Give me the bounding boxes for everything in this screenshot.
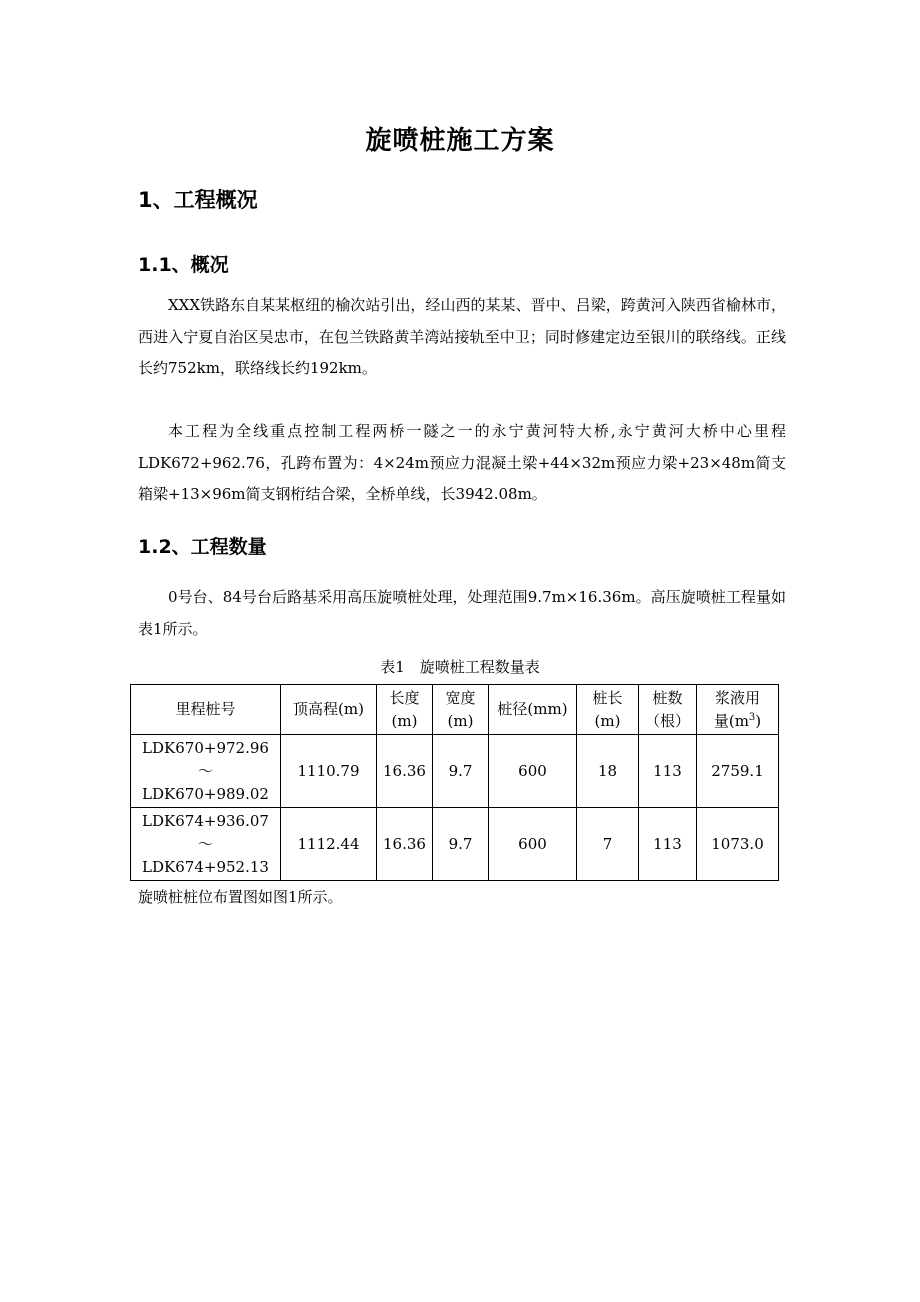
header-width	[433, 685, 489, 735]
header-station: 里程桩号	[131, 685, 281, 735]
section-heading-1-2: 1.2、工程数量	[138, 536, 267, 558]
header-grout	[697, 685, 779, 735]
header-diameter: 桩径(mm)	[489, 685, 577, 735]
cell-diameter: 600	[489, 735, 577, 808]
cell-width: 9.7	[433, 735, 489, 808]
header-width-label: 宽度	[445, 688, 476, 707]
cell-width: 9.7	[433, 808, 489, 881]
header-pile-length	[577, 685, 639, 735]
cell-length: 16.36	[377, 735, 433, 808]
header-pile-length-label: 桩长	[592, 688, 623, 707]
station-to: LDK670+989.02	[142, 784, 269, 803]
cell-elevation: 1112.44	[281, 808, 377, 881]
cell-station	[131, 735, 281, 808]
figure-reference-note: 旋喷桩桩位布置图如图1所示。	[138, 888, 343, 906]
header-grout-label: 浆液用	[714, 688, 760, 707]
paragraph-quantity: 0号台、84号台后路基采用高压旋喷桩处理，处理范围9.7m×16.36m。高压旋喷桩工程量如表1所示。	[138, 588, 786, 638]
table-caption: 表1 旋喷桩工程数量表	[380, 658, 540, 676]
cell-count: 113	[639, 808, 697, 881]
station-tilde: ～	[197, 834, 213, 853]
table-header-row	[131, 685, 779, 735]
header-count-label: 桩数	[652, 688, 683, 707]
header-length-unit: (m)	[391, 711, 418, 730]
header-grout-unit: 量(m	[713, 711, 749, 730]
header-width-unit: (m)	[447, 711, 474, 730]
section-heading-1-1: 1.1、概况	[138, 254, 229, 276]
header-grout-unit-close: )	[755, 711, 762, 730]
cell-count: 113	[639, 735, 697, 808]
cell-station	[131, 808, 281, 881]
cell-diameter: 600	[489, 808, 577, 881]
table-row	[131, 808, 779, 881]
table-row	[131, 735, 779, 808]
cell-grout: 1073.0	[697, 808, 779, 881]
station-from: LDK670+972.96	[142, 738, 269, 757]
page-title: 旋喷桩施工方案	[365, 126, 555, 156]
header-grout-superscript: 3	[748, 711, 756, 723]
cell-elevation: 1110.79	[281, 735, 377, 808]
header-count	[639, 685, 697, 735]
header-count-unit: （根）	[644, 711, 690, 730]
section-heading-1: 1、工程概况	[138, 188, 258, 212]
station-tilde: ～	[197, 761, 213, 780]
paragraph-overview: XXX铁路东自某某枢纽的榆次站引出，经山西的某某、晋中、吕梁，跨黄河入陕西省榆林市，西进入宁夏自治区吴忠市，在包兰铁路黄羊湾站接轨至中卫；同时修建定边至银川的联络线。正线长约752km，联络线长约192km。	[138, 296, 786, 377]
cell-pile-length: 18	[577, 735, 639, 808]
cell-pile-length: 7	[577, 808, 639, 881]
cell-length: 16.36	[377, 808, 433, 881]
header-pile-length-unit: (m)	[594, 711, 621, 730]
cell-grout: 2759.1	[697, 735, 779, 808]
quantity-table	[130, 684, 779, 881]
header-length	[377, 685, 433, 735]
header-elevation: 顶高程(m)	[281, 685, 377, 735]
station-to: LDK674+952.13	[142, 857, 269, 876]
station-from: LDK674+936.07	[142, 811, 269, 830]
header-length-label: 长度	[389, 688, 420, 707]
paragraph-bridge: 本工程为全线重点控制工程两桥一隧之一的永宁黄河特大桥,永宁黄河大桥中心里程LDK672+962.76，孔跨布置为：4×24m预应力混凝土梁+44×32m预应力梁+23×48m简支箱梁+13×96m简支钢桁结合梁，全桥单线，长3942.08m。	[138, 422, 786, 503]
